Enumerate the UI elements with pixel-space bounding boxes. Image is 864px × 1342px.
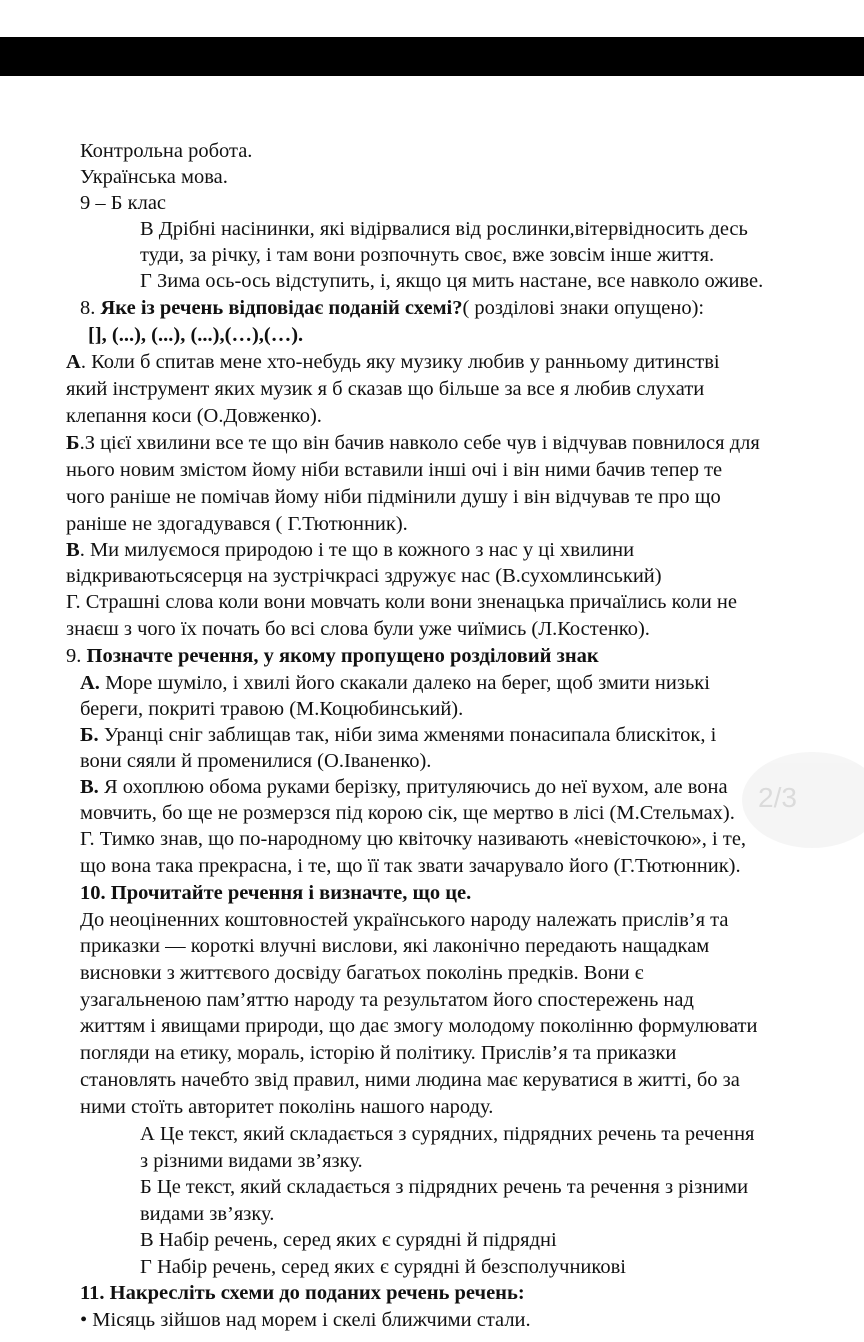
q8-option-b-line1: Б.З цієї хвилини все те що він бачив навколо себе чув і відчував повнилося для <box>66 432 760 454</box>
viewer-top-bar <box>0 37 864 76</box>
q10-option-a-line2: з різними видами зв’язку. <box>140 1150 363 1172</box>
q10-text-line5: життям і явищами природи, що дає змогу молодому поколінню формулювати <box>80 1015 758 1037</box>
q7-option-v-line1: В Дрібні насінинки, які відірвалися від рослинки,вітервідносить десь <box>140 218 748 240</box>
page-indicator-text: 2/3 <box>758 782 797 813</box>
document-subject: Українська мова. <box>80 166 228 188</box>
q10-text-line2: приказки — короткі влучні вислови, які лаконічно передають нащадкам <box>80 935 710 957</box>
q8-option-b-line3: чого раніше не помічав йому ніби підмінили душу і він відчував те про що <box>66 486 721 508</box>
q8-option-b-line2: нього новим змістом йому ніби вставили інші очі і він ними бачив тепер те <box>66 459 723 481</box>
q10-option-g: Г Набір речень, серед яких є сурядні й безсполучникові <box>140 1256 626 1278</box>
q10-text-line6: погляди на етику, мораль, історію й політику. Прислів’я та приказки <box>80 1042 677 1064</box>
q10-option-b-line1: Б Це текст, який складається з підрядних речень та речення з різними <box>140 1176 749 1198</box>
q9-option-b-line1: Б. Уранці сніг заблищав так, ніби зима жменями понасипала блискіток, і <box>80 724 717 746</box>
q8-option-a-line2: який інструмент яких музик я б сказав що більше за все я любив слухати <box>66 378 705 400</box>
q10-text-line1: До неоціненних коштовностей українського народу належать прислів’я та <box>80 909 729 931</box>
q10-title: 10. Прочитайте речення і визначте, що це. <box>80 882 472 904</box>
document-class: 9 – Б клас <box>80 192 167 214</box>
q11-item-1: • Місяць зійшов над морем і скелі ближчими стали. <box>80 1309 531 1331</box>
q7-option-v-line2: туди, за річку, і там вони розпочнуть своє, вже зовсім інше життя. <box>140 244 715 266</box>
q10-option-a-line1: А Це текст, який складається з сурядних, підрядних речень та речення <box>140 1123 755 1145</box>
q8-question: 8. Яке із речень відповідає поданій схемі?( розділові знаки опущено): <box>80 297 705 319</box>
q10-text-line8: ними стоїть авторитет поколінь нашого народу. <box>80 1096 494 1118</box>
q9-option-v-line2: мовчить, бо ще не розмерзся під корою сік, ще мертво в лісі (М.Стельмах). <box>80 802 735 824</box>
q8-option-v-line2: відкриваютьсясерця на зустрічкрасі здружує нас (В.сухомлинський) <box>66 565 662 587</box>
q9-option-b-line2: вони сяяли й променилися (О.Іваненко). <box>80 750 432 772</box>
page-indicator-badge <box>742 752 864 848</box>
document-title: Контрольна робота. <box>80 140 253 162</box>
q7-option-g: Г Зима ось-ось відступить, і, якщо ця мить настане, все навколо оживе. <box>140 270 764 292</box>
q8-option-g-line2: знаєш з чого їх почать бо всі слова були уже чиїмись (Л.Костенко). <box>66 618 650 640</box>
q8-option-a-line1: А. Коли б спитав мене хто-небудь яку музику любив у ранньому дитинстві <box>66 351 720 373</box>
q9-option-a-line1: А. Море шуміло, і хвилі його скакали далеко на берег, щоб змити низькі <box>80 672 710 694</box>
q11-title: 11. Накресліть схеми до поданих речень речень: <box>80 1282 525 1304</box>
q9-option-a-line2: береги, покриті травою (М.Коцюбинський). <box>80 698 464 720</box>
q8-option-a-line3: клепання коси (О.Довженко). <box>66 405 322 427</box>
q10-option-v: В Набір речень, серед яких є сурядні й підрядні <box>140 1229 557 1251</box>
q9-option-g-line1: Г. Тимко знав, що по-народному цю квіточку називають «невісточкою», і те, <box>80 828 747 850</box>
q9-option-g-line2: що вона така прекрасна, і те, що її так звати зачарувало його (Г.Тютюнник). <box>80 855 741 877</box>
q8-scheme: [], (...), (...), (...),(…),(…). <box>88 324 304 346</box>
q8-option-b-line4: раніше не здогадувався ( Г.Тютюнник). <box>66 513 408 535</box>
q10-text-line7: становлять начебто звід правил, ними людина має керуватися в житті, бо за <box>80 1069 740 1091</box>
q9-question: 9. Позначте речення, у якому пропущено розділовий знак <box>66 645 599 667</box>
q10-text-line4: узагальненою пам’яттю народу та результатом його спостережень над <box>80 989 694 1011</box>
q8-option-v-line1: В. Ми милуємося природою і те що в кожного з нас у ці хвилини <box>66 539 635 561</box>
q8-option-g-line1: Г. Страшні слова коли вони мовчать коли вони зненацька причаїлись коли не <box>66 591 737 613</box>
q10-text-line3: висновки з життєвого досвіду багатьох поколінь предків. Вони є <box>80 962 644 984</box>
q10-option-b-line2: видами зв’язку. <box>140 1203 275 1225</box>
q9-option-v-line1: В. Я охоплюю обома руками берізку, притуляючись до неї вухом, але вона <box>80 776 728 798</box>
